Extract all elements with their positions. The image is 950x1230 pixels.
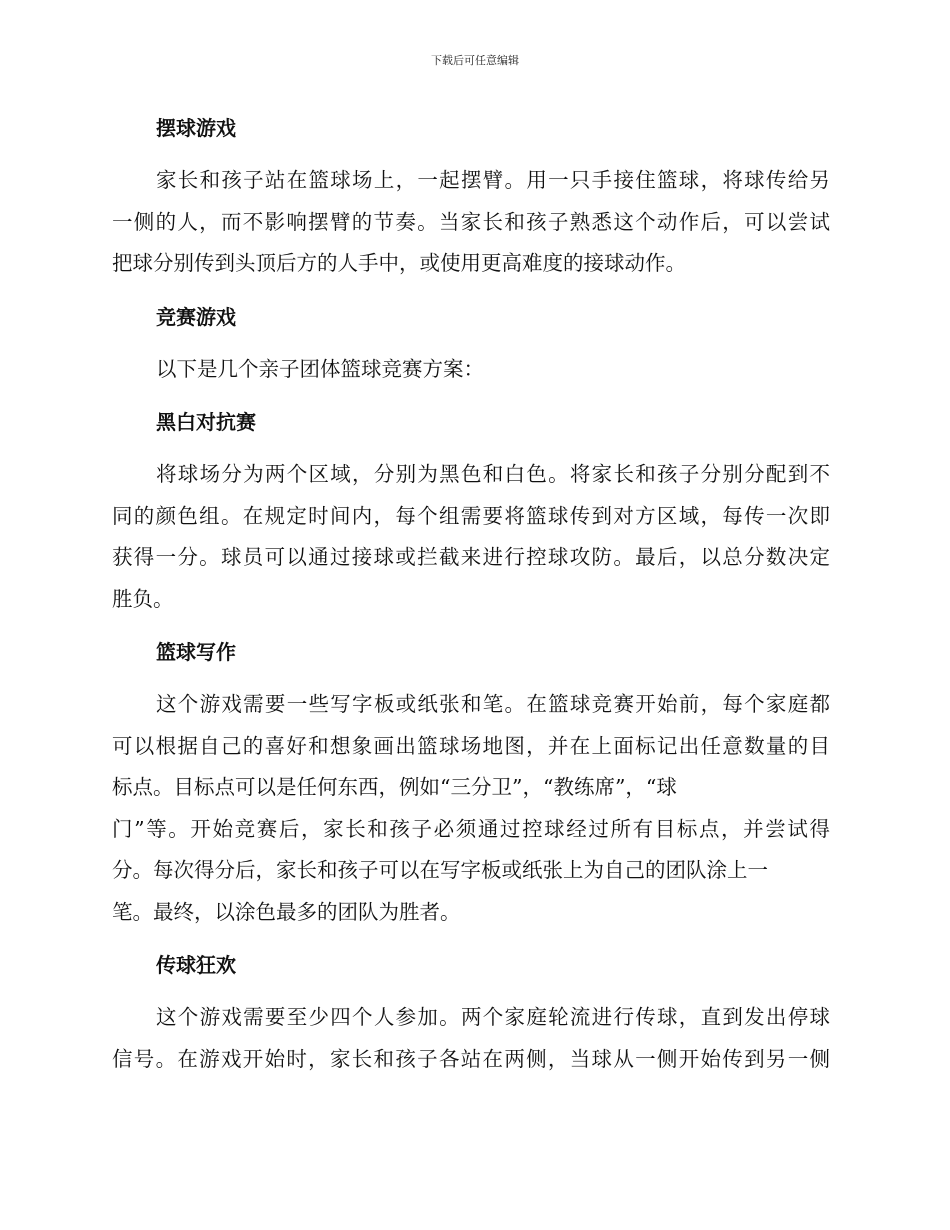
page-header: 下载后可任意编辑 bbox=[431, 54, 519, 67]
text-line: 标点。目标点可以是任何东西，例如“三分卫”，“教练席”，“球 bbox=[112, 775, 677, 799]
section-title-basketball-writing: 篮球写作 bbox=[156, 640, 236, 664]
paragraph-competition-intro bbox=[112, 349, 830, 391]
text-line: 一侧的人，而不影响摆臂的节奏。当家长和孩子熟悉这个动作后，可以尝试 bbox=[112, 209, 830, 234]
document-body bbox=[112, 108, 830, 1092]
paragraph-passing-carnival bbox=[112, 997, 830, 1080]
text-line: 笔。最终，以涂色最多的团队为胜者。 bbox=[112, 899, 461, 924]
text-line: 把球分别传到头顶后方的人手中，或使用更高难度的接球动作。 bbox=[112, 251, 686, 275]
paragraph-black-white bbox=[112, 454, 830, 620]
section-title-competition: 竞赛游戏 bbox=[156, 304, 236, 329]
paragraph-swing-ball bbox=[112, 160, 830, 285]
text-line: 这个游戏需要至少四个人参加。两个家庭轮流进行传球，直到发出停球 bbox=[156, 1005, 830, 1029]
text-line: 这个游戏需要一些写字板或纸张和笔。在篮球竞赛开始前，每个家庭都 bbox=[156, 692, 830, 716]
text-line: 分。每次得分后，家长和孩子可以在写字板或纸张上为自己的团队涂上一 bbox=[112, 858, 768, 882]
text-line: 家长和孩子站在篮球场上，一起摆臂。用一只手接住篮球，将球传给另 bbox=[156, 168, 830, 192]
text-line: 将球场分为两个区域，分别为黑色和白色。将家长和孩子分别分配到不 bbox=[156, 462, 830, 486]
text-line: 门”等。开始竞赛后，家长和孩子必须通过控球经过所有目标点，并尝试得 bbox=[112, 816, 830, 841]
section-title-black-white: 黑白对抗赛 bbox=[156, 410, 256, 434]
text-line: 获得一分。球员可以通过接球或拦截来进行控球攻防。最后，以总分数决定 bbox=[112, 545, 830, 569]
text-line: 可以根据自己的喜好和想象画出篮球场地图，并在上面标记出任意数量的目 bbox=[112, 733, 830, 758]
text-line: 同的颜色组。在规定时间内，每个组需要将篮球传到对方区域，每传一次即 bbox=[112, 503, 830, 528]
text-line: 以下是几个亲子团体篮球竞赛方案： bbox=[156, 356, 484, 381]
section-title-passing-carnival: 传球狂欢 bbox=[156, 953, 236, 977]
text-line: 信号。在游戏开始时，家长和孩子各站在两侧，当球从一侧开始传到另一侧 bbox=[112, 1046, 830, 1071]
paragraph-basketball-writing bbox=[112, 684, 830, 933]
text-line: 胜负。 bbox=[112, 586, 174, 611]
section-title-swing-ball: 摆球游戏 bbox=[156, 116, 236, 140]
